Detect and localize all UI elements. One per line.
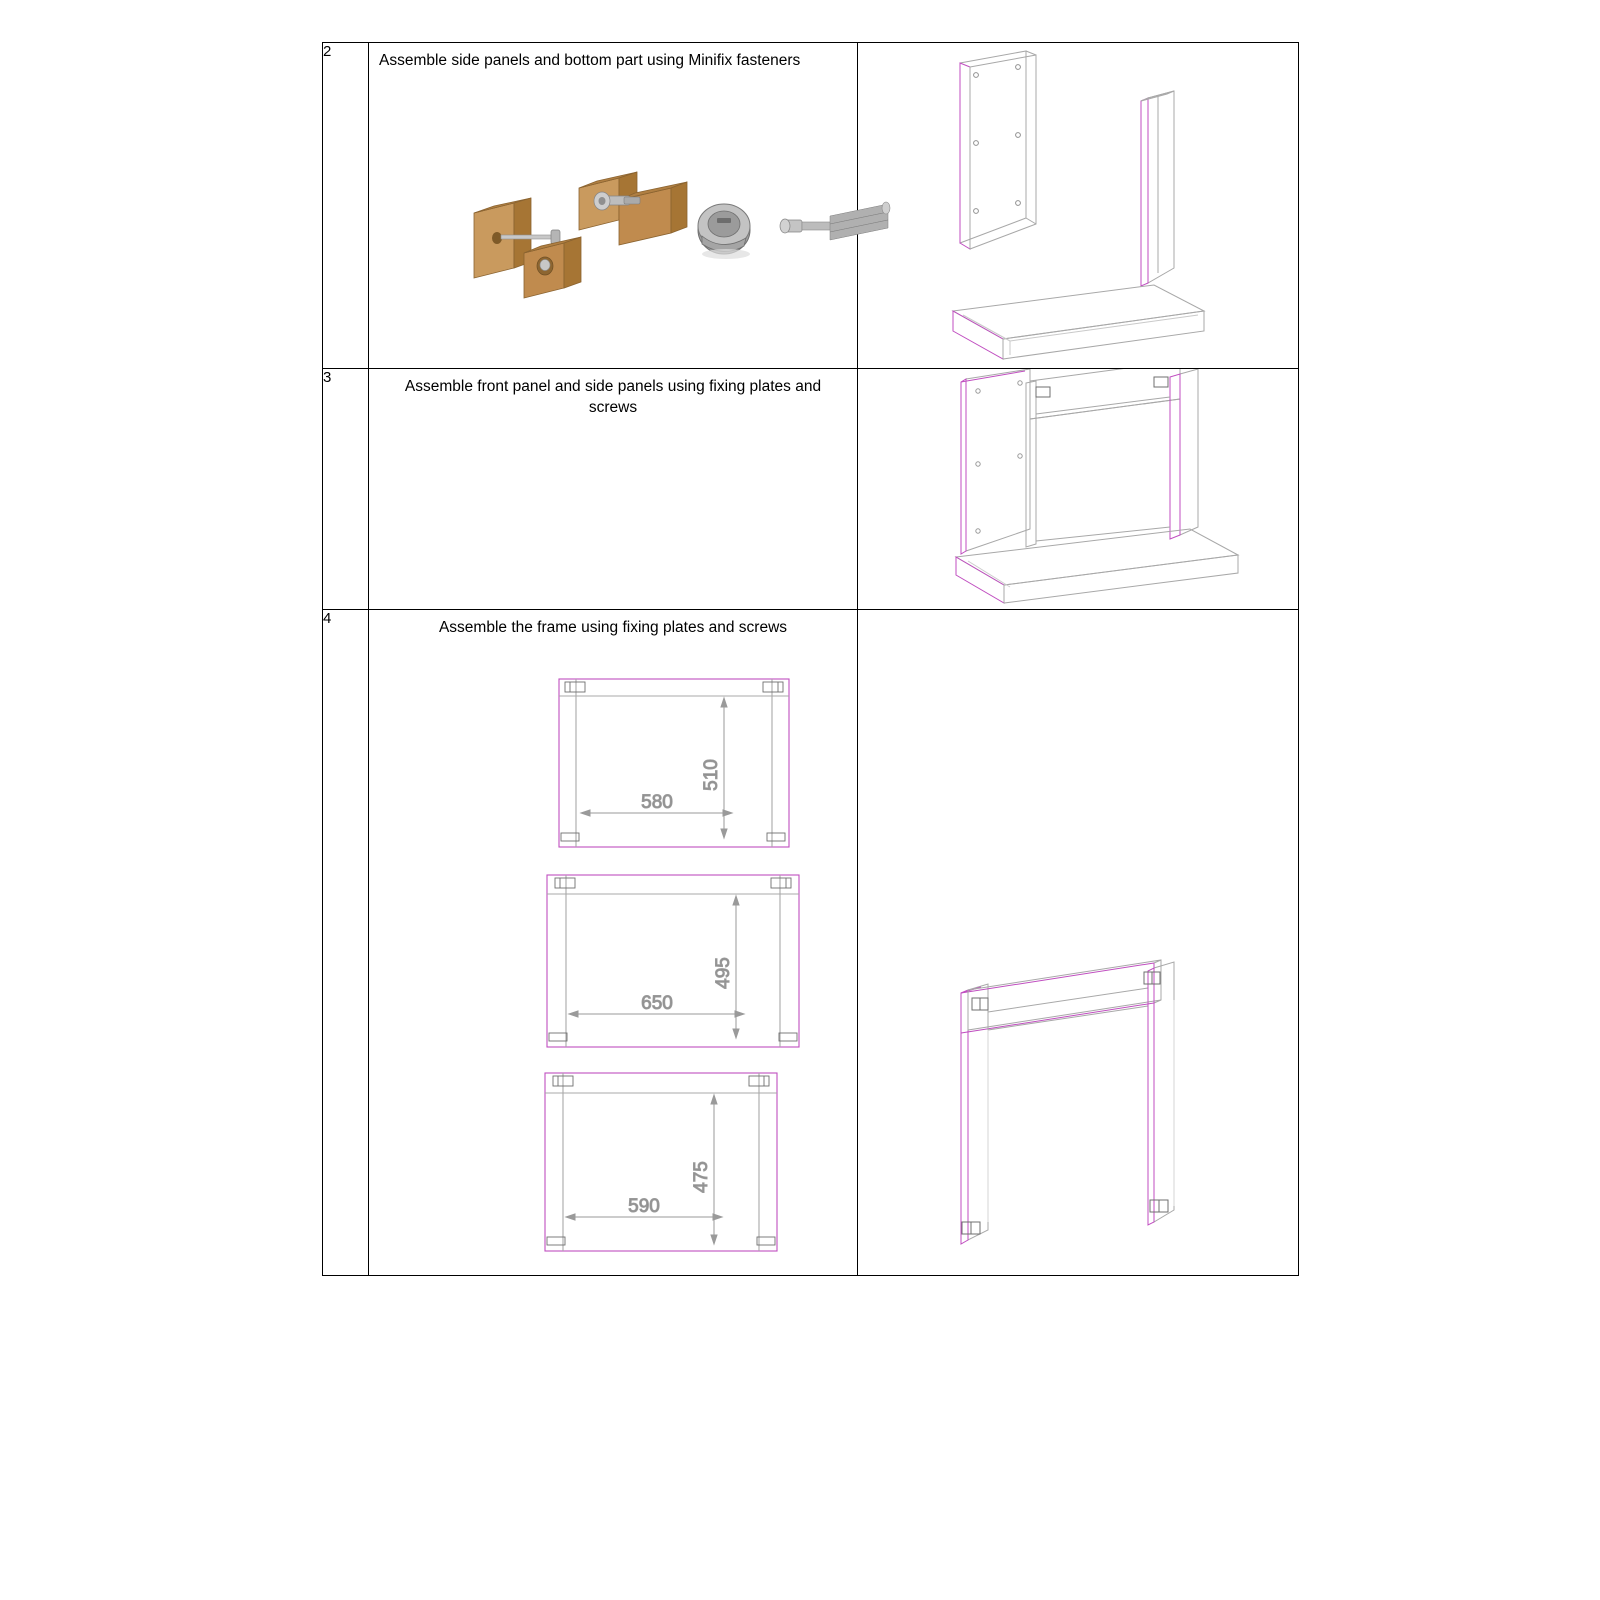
step-description-text: Assemble side panels and bottom part using Minifix fasteners xyxy=(379,52,801,69)
step-description-text: Assemble front panel and side panels using fixing plates and screws xyxy=(404,378,822,416)
step-description-cell xyxy=(369,43,858,369)
table-row xyxy=(323,43,1299,369)
step-number-cell: 3 xyxy=(323,369,369,610)
cad-drawing-step-2 xyxy=(858,43,1298,368)
wood-block-corner-joint-icon xyxy=(579,172,687,245)
minifix-cam-disc-icon xyxy=(698,204,750,259)
step-description-cell xyxy=(369,369,858,610)
dimension-height-1: 510 xyxy=(701,759,722,791)
hardware-illustration xyxy=(419,158,899,328)
dimension-height-2: 495 xyxy=(713,957,734,989)
dimension-height-3: 475 xyxy=(691,1161,712,1193)
step-number-cell: 2 xyxy=(323,43,369,369)
frame-dimension-drawings xyxy=(369,665,857,1265)
frame-drawing-3 xyxy=(369,1065,857,1265)
step-illustration-cell xyxy=(858,369,1299,610)
frame-drawing-1 xyxy=(369,665,857,865)
frame-drawing-2 xyxy=(369,865,857,1065)
dimension-width-1: 580 xyxy=(641,792,673,813)
step-description-cell xyxy=(369,610,858,1276)
step-illustration-cell xyxy=(858,43,1299,369)
table-row xyxy=(323,610,1299,1276)
dimension-width-3: 590 xyxy=(628,1196,660,1217)
cad-drawing-step-3 xyxy=(858,369,1298,609)
cad-drawing-step-4 xyxy=(858,610,1298,1275)
step-number-cell: 4 xyxy=(323,610,369,1276)
dimension-width-2: 650 xyxy=(641,993,673,1014)
table-row xyxy=(323,369,1299,610)
wood-block-with-bolt-icon xyxy=(474,198,581,298)
assembly-steps-table xyxy=(322,42,1299,1276)
step-description-text: Assemble the frame using fixing plates and screws xyxy=(438,619,788,636)
minifix-hardware-figure xyxy=(419,158,899,318)
step-illustration-cell xyxy=(858,610,1299,1276)
